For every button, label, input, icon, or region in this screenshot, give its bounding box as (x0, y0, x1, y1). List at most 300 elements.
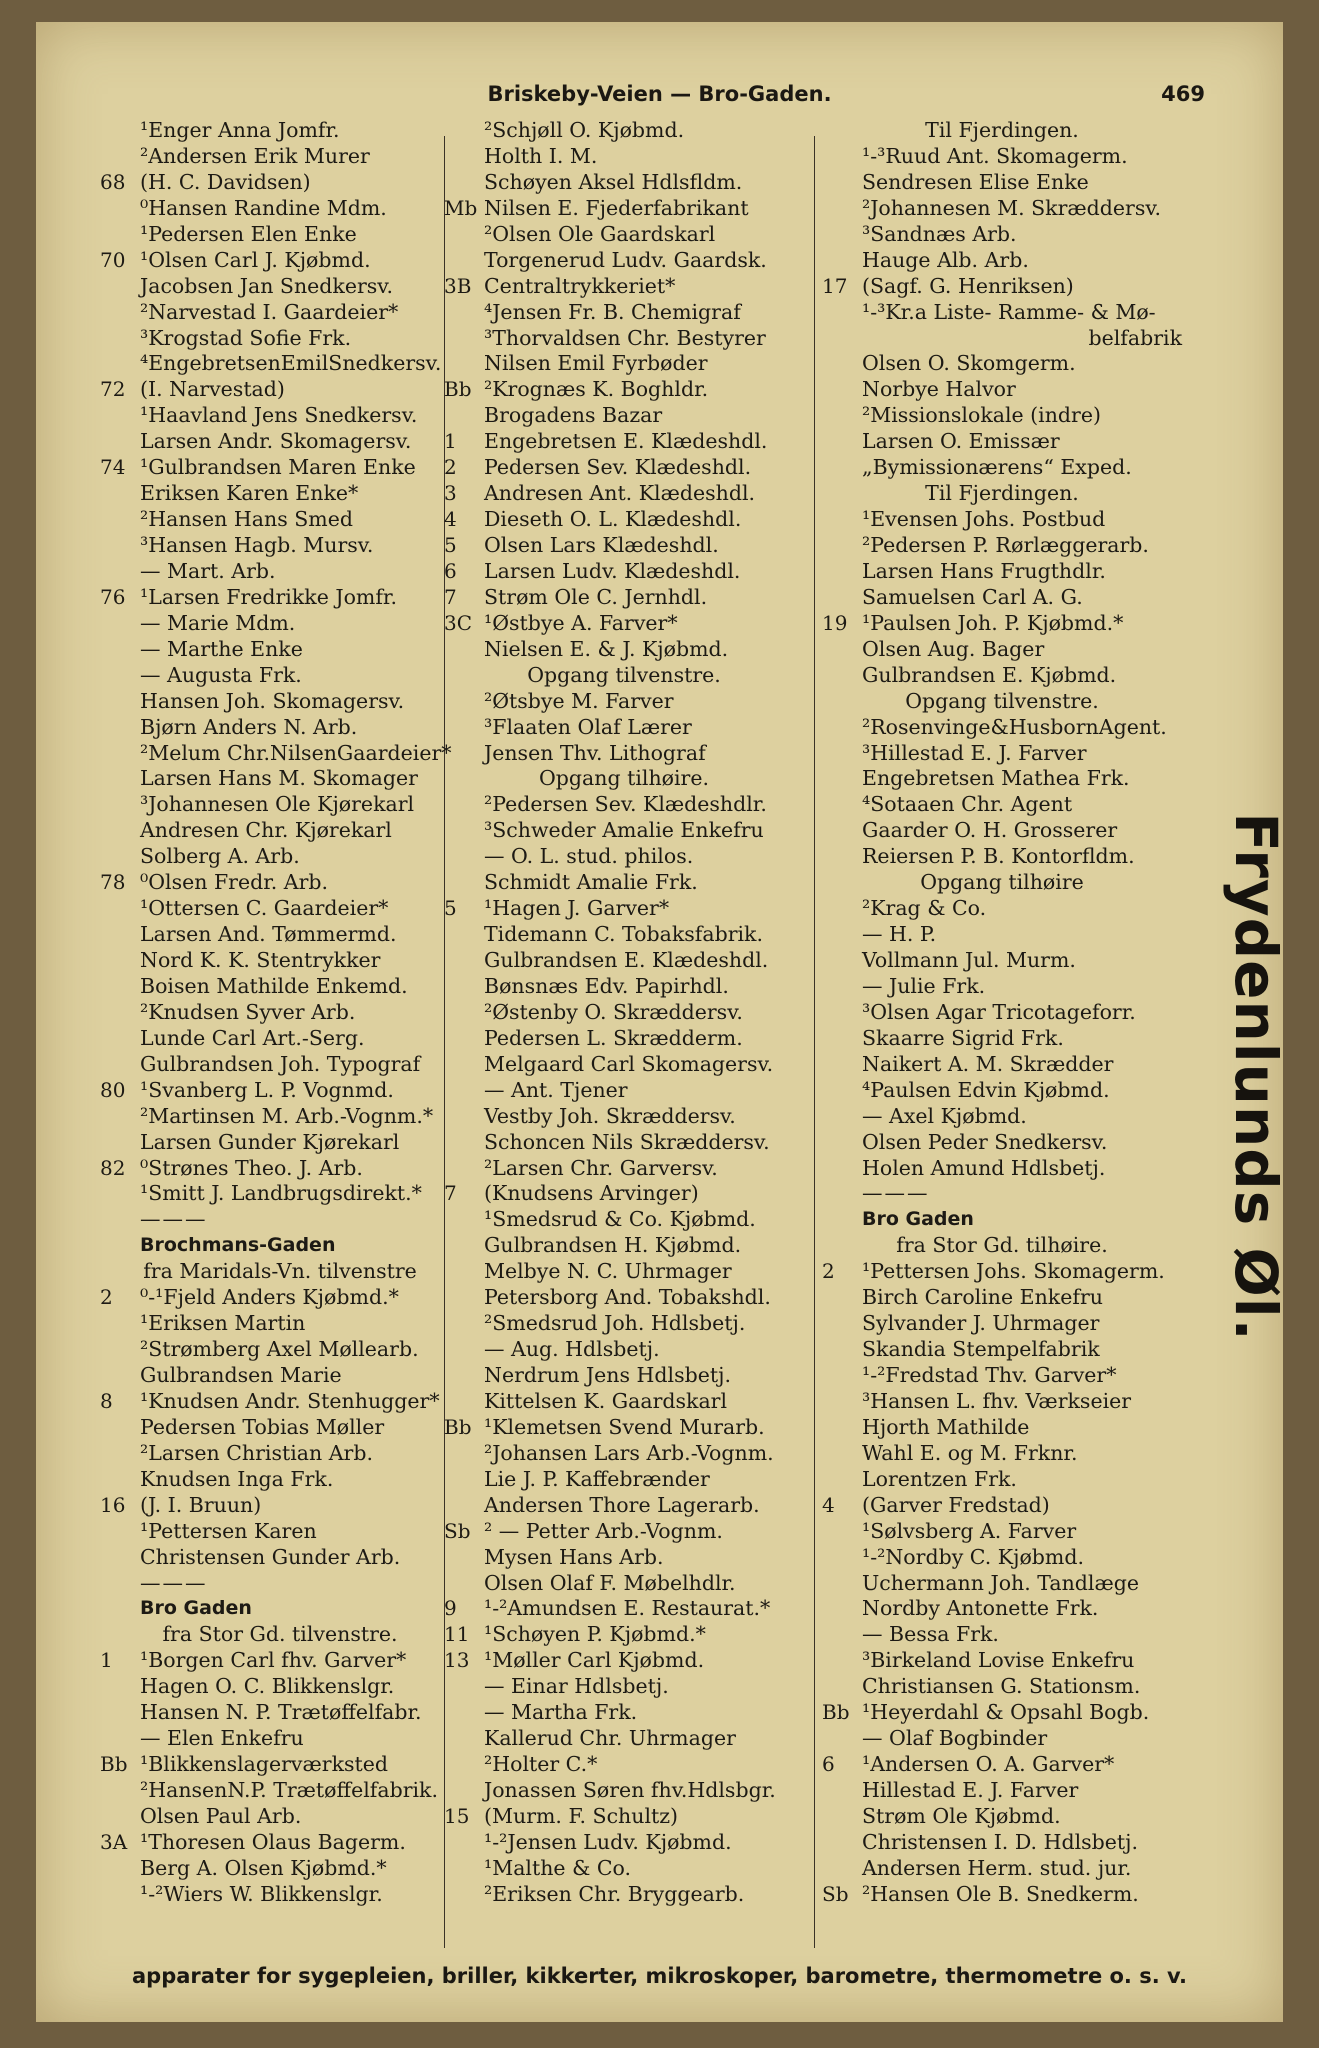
directory-entry (822, 196, 1182, 222)
directory-entry (822, 792, 1182, 818)
house-number: 2 (822, 1259, 835, 1284)
directory-entry (444, 1493, 804, 1519)
entry-text: Jonassen Søren fhv.Hdlsbgr. (484, 1778, 776, 1802)
directory-entry (444, 1311, 804, 1337)
directory-entry (100, 766, 460, 792)
house-number: 15 (444, 1803, 470, 1828)
entry-text: ¹Evensen Johs. Postbud (862, 507, 1106, 532)
entry-text: ¹Sølvsberg A. Farver (862, 1518, 1077, 1543)
entry-text: ²Narvestad I. Gaardeier* (140, 299, 399, 324)
entry-text: ⁰-¹Fjeld Anders Kjøbmd.* (140, 1285, 399, 1310)
entry-text: Opgang tilhøire (920, 870, 1084, 895)
entry-text: ²Andersen Erik Murer (140, 143, 370, 168)
entry-text: ²Larsen Chr. Garversv. (484, 1155, 718, 1180)
entry-text: ¹Smedsrud & Co. Kjøbmd. (484, 1207, 756, 1232)
entry-text: Olsen O. Skomgerm. (862, 351, 1076, 376)
directory-entry (822, 170, 1182, 196)
column-2 (444, 118, 804, 1908)
directory-entry (822, 585, 1182, 611)
entry-text: ¹Paulsen Joh. P. Kjøbmd.* (862, 610, 1124, 635)
entry-text: — Olaf Bogbinder (862, 1726, 1048, 1751)
directory-entry (100, 118, 460, 144)
entry-text: fra Stor Gd. tilhøire. (896, 1233, 1108, 1258)
directory-entry (822, 663, 1182, 689)
directory-entry (100, 1648, 460, 1674)
entry-text: ³Olsen Agar Tricotageforr. (862, 999, 1136, 1024)
house-number: 6 (444, 558, 457, 583)
directory-entry (444, 1207, 804, 1233)
entry-text: ²HansenN.P. Trætøffelfabrik. (140, 1778, 438, 1802)
directory-entry (822, 351, 1182, 377)
house-number: 5 (444, 533, 457, 557)
directory-entry (100, 663, 460, 689)
directory-entry (444, 1441, 804, 1467)
directory-entry (100, 948, 460, 974)
entry-text: ³Hillestad E. J. Farver (862, 740, 1087, 765)
directory-entry (444, 533, 804, 559)
entry-text: Eriksen Karen Enke* (140, 481, 359, 506)
entry-text: Larsen Ludv. Klædeshdl. (484, 558, 741, 583)
entry-text: Jensen Thv. Lithograf (484, 740, 706, 765)
directory-entry (444, 1285, 804, 1311)
directory-entry (100, 274, 460, 300)
entry-text: — Julie Frk. (862, 973, 986, 998)
entry-text: ¹Østbye A. Farver* (484, 610, 678, 635)
directory-entry (100, 922, 460, 948)
directory-entry (444, 1078, 804, 1104)
directory-entry (822, 377, 1182, 403)
entry-text: Knudsen Inga Frk. (140, 1466, 334, 1491)
entry-text: ²Pedersen P. Rørlæggerarb. (862, 533, 1149, 557)
entry-text: Til Fjerdingen. (925, 118, 1079, 142)
entry-text: ¹Malthe & Co. (484, 1855, 632, 1880)
entry-text: Schøyen Aksel Hdlsfldm. (484, 169, 743, 194)
entry-text: Pedersen Sev. Klædeshdl. (484, 455, 752, 480)
house-number: Bb (100, 1752, 128, 1777)
entry-text: Mysen Hans Arb. (484, 1544, 664, 1569)
directory-entry (822, 1363, 1182, 1389)
column-3 (822, 118, 1182, 1908)
house-number: 7 (444, 584, 457, 609)
entry-text: Tidemann C. Tobaksfabrik. (484, 922, 763, 947)
directory-entry (444, 1545, 804, 1571)
entry-text: ²Rosenvinge&HusbornAgent. (862, 714, 1167, 739)
house-number: 1 (444, 429, 457, 454)
entry-text: ¹Blikkenslagerværksted (140, 1752, 389, 1777)
entry-text: Vollmann Jul. Murm. (862, 948, 1076, 972)
entry-text: Brogadens Bazar (484, 403, 663, 428)
entry-text: Hansen N. P. Trætøffelfabr. (140, 1700, 422, 1725)
entry-text: Gulbrandsen E. Kjøbmd. (862, 662, 1117, 687)
entry-text: Birch Caroline Enkefru (862, 1285, 1103, 1310)
house-number: 3A (100, 1829, 128, 1854)
directory-entry (444, 1104, 804, 1130)
entry-text: ¹Møller Carl Kjøbmd. (484, 1648, 705, 1673)
house-number: 2 (444, 455, 457, 480)
directory-entry (444, 222, 804, 248)
entry-text: ¹Larsen Fredrikke Jomfr. (140, 584, 398, 609)
entry-text: (Murm. F. Schultz) (484, 1803, 679, 1828)
directory-entry (822, 948, 1182, 974)
directory-entry (444, 1415, 804, 1441)
entry-text: ³Krogstad Sofie Frk. (140, 325, 352, 350)
entry-text: Centraltrykkeriet* (484, 273, 676, 298)
entry-text: ²Knudsen Syver Arb. (140, 999, 356, 1024)
directory-entry (100, 1026, 460, 1052)
entry-text: „Bymissionærens“ Exped. (862, 455, 1132, 480)
entry-text: Uchermann Joh. Tandlæge (862, 1570, 1139, 1595)
directory-entry (444, 1622, 804, 1648)
entry-text: ²Holter C.* (484, 1752, 598, 1777)
entry-text: Opgang tilvenstre. (527, 662, 721, 687)
entry-text: Hansen Joh. Skomagersv. (140, 688, 405, 713)
entry-text: Gaarder O. H. Grosserer (862, 818, 1118, 843)
directory-entry (444, 144, 804, 170)
entry-text: Strøm Ole Kjøbmd. (862, 1803, 1061, 1828)
entry-text: Opgang tilhøire. (538, 766, 710, 791)
entry-text: ²Schjøll O. Kjøbmd. (484, 118, 685, 142)
entry-text: Brochmans-Gaden (140, 1234, 336, 1257)
entry-text: Gulbrandsen E. Klædeshdl. (484, 948, 769, 972)
entry-text: fra Maridals-Vn. tilvenstre (143, 1259, 417, 1284)
entry-text: Christiansen G. Stationsm. (862, 1674, 1141, 1699)
entry-text: Berg A. Olsen Kjøbmd.* (140, 1855, 387, 1880)
entry-text: Andersen Herm. stud. jur. (862, 1855, 1132, 1880)
entry-text: ⁴Sotaaen Chr. Agent (862, 792, 1073, 817)
entry-text: ¹Haavland Jens Snedkersv. (140, 403, 418, 428)
entry-text: Naikert A. M. Skrædder (862, 1051, 1114, 1076)
directory-entry (444, 403, 804, 429)
entry-text: Bro Gaden (862, 1208, 974, 1231)
entry-text: Sylvander J. Uhrmager (862, 1311, 1100, 1336)
directory-entry (444, 326, 804, 352)
entry-text: — Bessa Frk. (862, 1622, 999, 1647)
directory-entry (444, 1752, 804, 1778)
entry-text: Nielsen E. & J. Kjøbmd. (484, 636, 729, 661)
entry-text: Melbye N. C. Uhrmager (484, 1259, 732, 1284)
entry-text: Engebretsen E. Klædeshdl. (484, 429, 768, 454)
entry-text: Gulbrandsen H. Kjøbmd. (484, 1233, 742, 1258)
directory-entry (822, 300, 1182, 326)
entry-text: Nord K. K. Stentrykker (140, 948, 381, 972)
house-number: 1 (100, 1648, 113, 1673)
directory-entry (444, 1856, 804, 1882)
directory-entry (822, 1700, 1182, 1726)
entry-text: ²Hansen Ole B. Snedkerm. (862, 1881, 1139, 1906)
directory-entry (100, 1337, 460, 1363)
directory-entry (100, 1752, 460, 1778)
entry-text: ——— (140, 1207, 208, 1232)
directory-entry (100, 1622, 460, 1648)
directory-entry (100, 1259, 460, 1285)
house-number: Bb (444, 377, 472, 402)
directory-entry (822, 611, 1182, 637)
entry-text: — Augusta Frk. (140, 662, 302, 687)
entry-text: (J. I. Bruun) (140, 1492, 262, 1517)
directory-entry (100, 974, 460, 1000)
directory-entry (444, 792, 804, 818)
directory-entry (100, 222, 460, 248)
house-number: 70 (100, 247, 126, 272)
directory-entry (822, 1622, 1182, 1648)
directory-entry (822, 766, 1182, 792)
entry-text: ¹Hagen J. Garver* (484, 896, 670, 921)
directory-entry (822, 1571, 1182, 1597)
directory-entry (444, 1726, 804, 1752)
directory-entry (100, 351, 460, 377)
directory-entry (444, 377, 804, 403)
entry-text: ²Melum Chr.NilsenGaardeier* (140, 740, 452, 765)
entry-text: — Elen Enkefru (140, 1726, 304, 1751)
directory-entry (822, 1259, 1182, 1285)
house-number: Bb (822, 1700, 850, 1725)
directory-entry (822, 1078, 1182, 1104)
entry-text: (Garver Fredstad) (862, 1492, 1050, 1517)
entry-text: ¹Pedersen Elen Enke (140, 221, 357, 246)
directory-entry (100, 1700, 460, 1726)
directory-entry (100, 1726, 460, 1752)
house-number: 4 (444, 507, 457, 532)
directory-entry (822, 1130, 1182, 1156)
directory-entry (100, 1285, 460, 1311)
entry-text: ¹Heyerdahl & Opsahl Bogb. (862, 1700, 1150, 1725)
directory-entry (444, 196, 804, 222)
entry-text: Schmidt Amalie Frk. (484, 870, 698, 895)
directory-entry (444, 637, 804, 663)
directory-entry (100, 144, 460, 170)
house-number: 11 (444, 1622, 470, 1647)
directory-entry (822, 222, 1182, 248)
running-title: Briskeby-Veien — Bro-Gaden. (487, 82, 832, 106)
entry-text: Petersborg And. Tobakshdl. (484, 1285, 771, 1310)
entry-text: ²Olsen Ole Gaardskarl (484, 221, 716, 246)
directory-entry (100, 1181, 460, 1207)
entry-text: Hauge Alb. Arb. (862, 247, 1029, 272)
entry-text: Christensen I. D. Hdlsbetj. (862, 1829, 1139, 1854)
directory-entry (100, 1778, 460, 1804)
entry-text: ³Sandnæs Arb. (862, 221, 1017, 246)
directory-entry (444, 455, 804, 481)
directory-entry (444, 1389, 804, 1415)
entry-text: — H. P. (862, 922, 937, 947)
directory-entry (822, 144, 1182, 170)
directory-entry (100, 1804, 460, 1830)
directory-page (36, 22, 1290, 2022)
entry-text: Samuelsen Carl A. G. (862, 584, 1083, 609)
directory-entry (100, 1571, 460, 1597)
house-number: 6 (822, 1752, 835, 1777)
entry-text: ¹-²Amundsen E. Restaurat.* (484, 1596, 771, 1621)
entry-text: ²Hansen Hans Smed (140, 507, 353, 532)
directory-entry (822, 1052, 1182, 1078)
entry-text: ¹Olsen Carl J. Kjøbmd. (140, 247, 371, 272)
directory-entry (100, 1596, 460, 1622)
house-number: Sb (822, 1881, 849, 1906)
directory-entry (444, 118, 804, 144)
directory-entry (822, 1493, 1182, 1519)
directory-entry (444, 1156, 804, 1182)
entry-text: Opgang tilvenstre. (905, 688, 1099, 713)
page-number: 469 (1161, 82, 1205, 106)
directory-entry (100, 1467, 460, 1493)
directory-entry (100, 1674, 460, 1700)
directory-entry (822, 974, 1182, 1000)
directory-entry (100, 1052, 460, 1078)
entry-text: Larsen Andr. Skomagersv. (140, 429, 412, 454)
directory-entry (444, 1674, 804, 1700)
directory-entry (100, 507, 460, 533)
entry-text: ²Johansen Lars Arb.-Vognm. (484, 1440, 774, 1465)
directory-entry (100, 1130, 460, 1156)
directory-entry (100, 1415, 460, 1441)
entry-text: Nerdrum Jens Hdlsbetj. (484, 1363, 731, 1387)
directory-entry (100, 1156, 460, 1182)
entry-text: Larsen O. Emissær (862, 429, 1060, 454)
entry-text: ²Martinsen M. Arb.-Vognm.* (140, 1103, 434, 1128)
entry-text: ⁰Hansen Randine Mdm. (140, 195, 387, 220)
directory-entry (822, 844, 1182, 870)
entry-text: ——— (140, 1570, 208, 1595)
entry-text: Vestby Joh. Skræddersv. (484, 1103, 736, 1128)
entry-text: Dieseth O. L. Klædeshdl. (484, 507, 742, 532)
entry-text: Olsen Aug. Bager (862, 636, 1045, 661)
directory-entry (822, 741, 1182, 767)
entry-text: Wahl E. og M. Frknr. (862, 1440, 1078, 1465)
entry-text: — Marie Mdm. (140, 610, 296, 635)
directory-entry (822, 1026, 1182, 1052)
directory-entry (100, 715, 460, 741)
entry-text: Bønsnæs Edv. Papirhdl. (484, 973, 729, 998)
directory-entry (100, 818, 460, 844)
house-number: Mb (444, 195, 478, 220)
directory-entry (100, 844, 460, 870)
entry-text: ⁰Strønes Theo. J. Arb. (140, 1155, 363, 1180)
house-number: 76 (100, 584, 126, 609)
directory-entry (100, 611, 460, 637)
directory-entry (444, 274, 804, 300)
directory-entry (100, 481, 460, 507)
house-number: 8 (100, 1388, 113, 1413)
footer-advertisement: apparater for sygepleien, briller, kikkerter, mikroskoper, barometre, thermometre o. s. v. (132, 1964, 1187, 1988)
directory-entry (822, 1674, 1182, 1700)
entry-text: ²Strømberg Axel Møllearb. (140, 1337, 419, 1362)
entry-text: Bjørn Anders N. Arb. (140, 714, 358, 739)
directory-entry (100, 1233, 460, 1259)
house-number: 72 (100, 377, 126, 402)
directory-entry (100, 1856, 460, 1882)
entry-text: Larsen Hans M. Skomager (140, 766, 418, 791)
directory-entry (822, 1389, 1182, 1415)
entry-text: Boisen Mathilde Enkemd. (140, 973, 408, 998)
directory-entry (822, 1648, 1182, 1674)
directory-entry (444, 170, 804, 196)
entry-text: ¹Pettersen Johs. Skomagerm. (862, 1259, 1165, 1284)
entry-text: Olsen Olaf F. Møbelhdlr. (484, 1570, 736, 1595)
entry-text: — Marthe Enke (140, 636, 303, 661)
directory-entry (822, 1519, 1182, 1545)
entry-text: Lunde Carl Art.-Serg. (140, 1025, 365, 1050)
entry-text: Olsen Paul Arb. (140, 1803, 302, 1828)
directory-entry (822, 1596, 1182, 1622)
directory-entry (100, 1000, 460, 1026)
entry-text: ¹Ottersen C. Gaardeier* (140, 896, 389, 921)
entry-text: Sendresen Elise Enke (862, 169, 1089, 194)
directory-entry (822, 1467, 1182, 1493)
entry-text: Pedersen Tobias Møller (140, 1414, 385, 1439)
entry-text: Norbye Halvor (862, 377, 1016, 402)
entry-text: ¹-²Nordby C. Kjøbmd. (862, 1544, 1084, 1569)
entry-text: ¹Klemetsen Svend Murarb. (484, 1414, 765, 1439)
directory-entry (444, 741, 804, 767)
directory-entry (444, 948, 804, 974)
directory-entry (444, 663, 804, 689)
house-number: 3B (444, 273, 472, 298)
entry-text: ¹Borgen Carl fhv. Garver* (140, 1648, 407, 1673)
entry-text: ²Johannesen M. Skræddersv. (862, 195, 1162, 220)
directory-entry (100, 1882, 460, 1908)
directory-entry (100, 792, 460, 818)
directory-entry (444, 1000, 804, 1026)
entry-text: Nordby Antonette Frk. (862, 1596, 1099, 1621)
directory-entry (100, 870, 460, 896)
entry-text: ³Birkeland Lovise Enkefru (862, 1648, 1135, 1673)
directory-entry (444, 559, 804, 585)
entry-text: ——— (862, 1181, 930, 1206)
directory-entry (100, 1389, 460, 1415)
directory-entry (100, 1104, 460, 1130)
directory-entry (822, 896, 1182, 922)
directory-entry (444, 351, 804, 377)
directory-entry (444, 1519, 804, 1545)
directory-entry (822, 326, 1182, 352)
entry-text: ³Flaaten Olaf Lærer (484, 714, 692, 739)
house-number: 78 (100, 870, 126, 895)
entry-text: Reiersen P. B. Kontorfldm. (862, 844, 1135, 869)
directory-entry (100, 741, 460, 767)
house-number: 80 (100, 1077, 126, 1102)
entry-text: ²Pedersen Sev. Klædeshdlr. (484, 792, 767, 817)
entry-text: ³Hansen Hagb. Mursv. (140, 533, 374, 557)
directory-entry (822, 429, 1182, 455)
directory-entry (444, 1830, 804, 1856)
directory-entry (822, 1882, 1182, 1908)
entry-text: Kallerud Chr. Uhrmager (484, 1726, 736, 1751)
directory-entry (444, 507, 804, 533)
entry-text: ²Øtsbye M. Farver (484, 688, 674, 713)
entry-text: ¹-²Fredstad Thv. Garver* (862, 1363, 1117, 1387)
house-number: Bb (444, 1414, 472, 1439)
house-number: 68 (100, 169, 126, 194)
entry-text: ³Thorvaldsen Chr. Bestyrer (484, 325, 766, 350)
directory-entry (822, 559, 1182, 585)
entry-text: ²Krognæs K. Boghldr. (484, 377, 709, 402)
entry-text: ³Schweder Amalie Enkefru (484, 818, 764, 843)
directory-entry (822, 403, 1182, 429)
column-1 (100, 118, 460, 1908)
entry-text: Strøm Ole C. Jernhdl. (484, 584, 708, 609)
directory-entry (444, 300, 804, 326)
entry-text: ¹Eriksen Martin (140, 1311, 306, 1336)
directory-entry (444, 1571, 804, 1597)
directory-entry (822, 455, 1182, 481)
directory-entry (444, 870, 804, 896)
directory-entry (100, 533, 460, 559)
directory-entry (100, 1519, 460, 1545)
entry-text: ²Missionslokale (indre) (862, 403, 1101, 428)
directory-entry (444, 1181, 804, 1207)
entry-text: Skandia Stempelfabrik (862, 1337, 1100, 1362)
entry-text: — Einar Hdlsbetj. (484, 1674, 669, 1699)
